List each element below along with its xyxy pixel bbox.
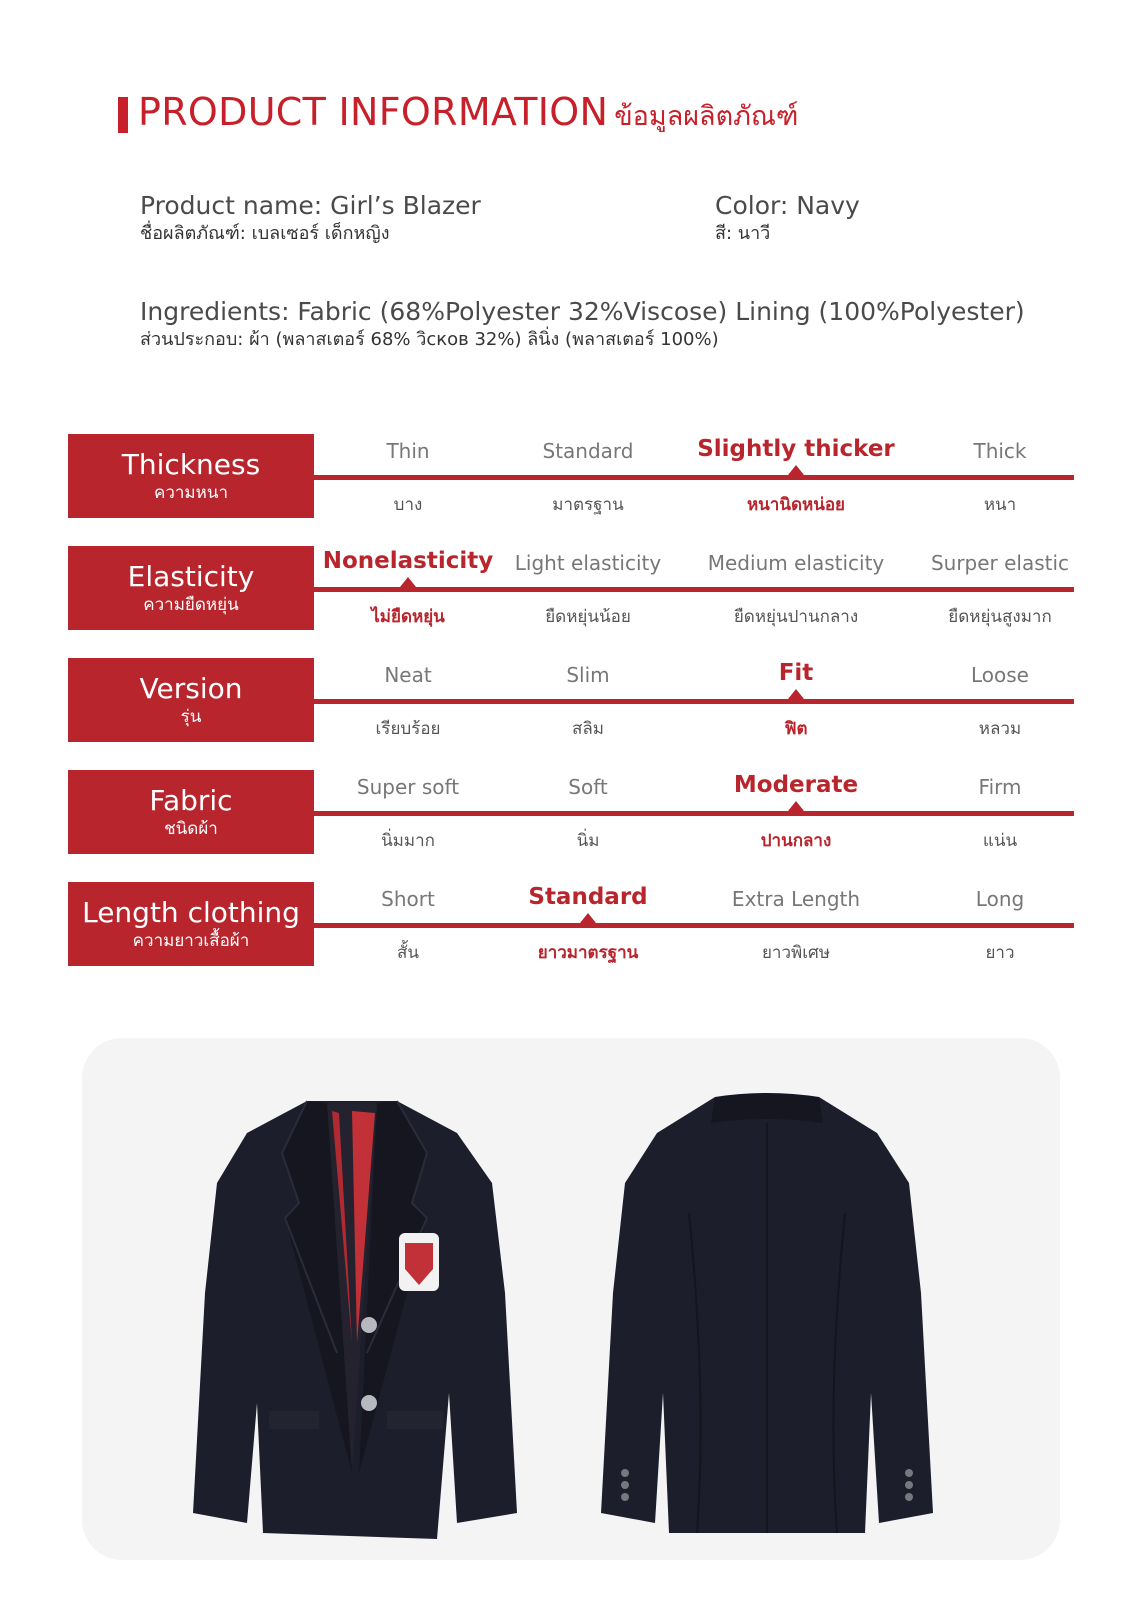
page-title	[138, 90, 798, 137]
attribute-label-en: Fabric	[149, 784, 233, 817]
scale-line	[314, 475, 1074, 480]
product-color-en: Color: Navy	[715, 191, 860, 220]
option-label-selected: Standard	[528, 884, 648, 910]
product-name-th: ชื่อผลิตภัณฑ์: เบลเซอร์ เด็กหญิง	[140, 223, 390, 244]
title-accent-bar	[118, 97, 128, 133]
option-label-th: นิ่มมาก	[381, 831, 435, 851]
product-photo-panel	[82, 1038, 1060, 1560]
attribute-label	[68, 658, 314, 742]
attribute-label-th: ความยืดหยุ่น	[143, 595, 239, 615]
option-label-th: หลวม	[978, 719, 1022, 739]
option-label-th: ยืดหยุ่นสูงมาก	[948, 607, 1052, 627]
ingredients-th: ส่วนประกอบ: ผ้า (พลาสเตอร์ 68% วิсков 32%) ลินิ่ง (พลาสเตอร์ 100%)	[140, 329, 719, 350]
selection-marker-icon	[576, 913, 600, 928]
product-color-th: สี: นาวี	[715, 223, 771, 244]
attribute-row-3	[68, 770, 1074, 854]
option-label-selected: Slightly thicker	[697, 436, 895, 462]
attribute-label-th: ชนิดผ้า	[164, 819, 218, 839]
product-name	[140, 190, 481, 246]
option-label-th: มาตรฐาน	[552, 495, 624, 515]
option-label-th: ยาว	[985, 943, 1015, 963]
option-label-th: สลิม	[572, 719, 604, 739]
option-label: Light elasticity	[514, 551, 662, 575]
ingredients-en: Ingredients: Fabric (68%Polyester 32%Viscose) Lining (100%Polyester)	[140, 297, 1025, 326]
selection-marker-icon	[784, 689, 808, 704]
selection-marker-icon	[784, 801, 808, 816]
attribute-label-en: Thickness	[121, 448, 261, 481]
option-label: Extra Length	[731, 887, 861, 911]
scale-line	[314, 587, 1074, 592]
option-label-th: ยาวพิเศษ	[761, 943, 831, 963]
attribute-label-en: Version	[139, 672, 243, 705]
attribute-label-en: Length clothing	[82, 896, 300, 929]
scale-line	[314, 923, 1074, 928]
product-color	[715, 190, 860, 246]
attribute-label	[68, 546, 314, 630]
option-label-th-selected: ฟิต	[784, 719, 808, 739]
blazer-back-image	[597, 1093, 937, 1545]
attribute-label	[68, 882, 314, 966]
option-label: Standard	[542, 439, 634, 463]
option-label-th: เรียบร้อย	[375, 719, 441, 739]
option-label: Slim	[566, 663, 610, 687]
option-label-selected: Nonelasticity	[322, 548, 494, 574]
attribute-label-th: ความหนา	[153, 483, 229, 503]
option-label: Soft	[568, 775, 608, 799]
attribute-row-1	[68, 546, 1074, 630]
attribute-label	[68, 770, 314, 854]
product-ingredients	[140, 296, 1025, 352]
option-label-th: สั้น	[397, 943, 419, 963]
attribute-label-en: Elasticity	[127, 560, 255, 593]
option-label-th-selected: หนานิดหน่อย	[746, 495, 846, 515]
option-label: Super soft	[356, 775, 460, 799]
attribute-label-th: ความยาวเสื้อผ้า	[132, 931, 250, 951]
option-label: Thick	[973, 439, 1027, 463]
option-label-selected: Fit	[778, 660, 814, 686]
option-label: Thin	[386, 439, 430, 463]
selection-marker-icon	[396, 577, 420, 592]
attribute-row-2	[68, 658, 1074, 742]
attribute-row-0	[68, 434, 1074, 518]
blazer-front-image	[187, 1093, 527, 1545]
attribute-label	[68, 434, 314, 518]
page-title-th: ข้อมูลผลิตภัณฑ์	[614, 101, 799, 132]
option-label: Firm	[978, 775, 1022, 799]
scale-line	[314, 699, 1074, 704]
option-label-selected: Moderate	[733, 772, 859, 798]
product-name-en: Product name: Girl’s Blazer	[140, 191, 481, 220]
option-label-th: นิ่ม	[576, 831, 600, 851]
option-label: Long	[975, 887, 1025, 911]
option-label-th-selected: ไม่ยืดหยุ่น	[371, 607, 445, 627]
option-label: Medium elasticity	[707, 551, 885, 575]
option-label-th-selected: ปานกลาง	[760, 831, 832, 851]
option-label: Loose	[971, 663, 1029, 687]
attribute-row-4	[68, 882, 1074, 966]
scale-line	[314, 811, 1074, 816]
option-label-th: แน่น	[982, 831, 1018, 851]
option-label-th: หนา	[983, 495, 1017, 515]
selection-marker-icon	[784, 465, 808, 480]
option-label-th: ยืดหยุ่นปานกลาง	[733, 607, 859, 627]
page-title-en: PRODUCT INFORMATION	[138, 90, 609, 134]
option-label: Neat	[384, 663, 432, 687]
option-label-th: ยืดหยุ่นน้อย	[545, 607, 631, 627]
option-label: Surper elastic	[930, 551, 1070, 575]
option-label-th-selected: ยาวมาตรฐาน	[537, 943, 639, 963]
attribute-label-th: รุ่น	[180, 707, 202, 727]
option-label-th: บาง	[393, 495, 423, 515]
option-label: Short	[381, 887, 435, 911]
